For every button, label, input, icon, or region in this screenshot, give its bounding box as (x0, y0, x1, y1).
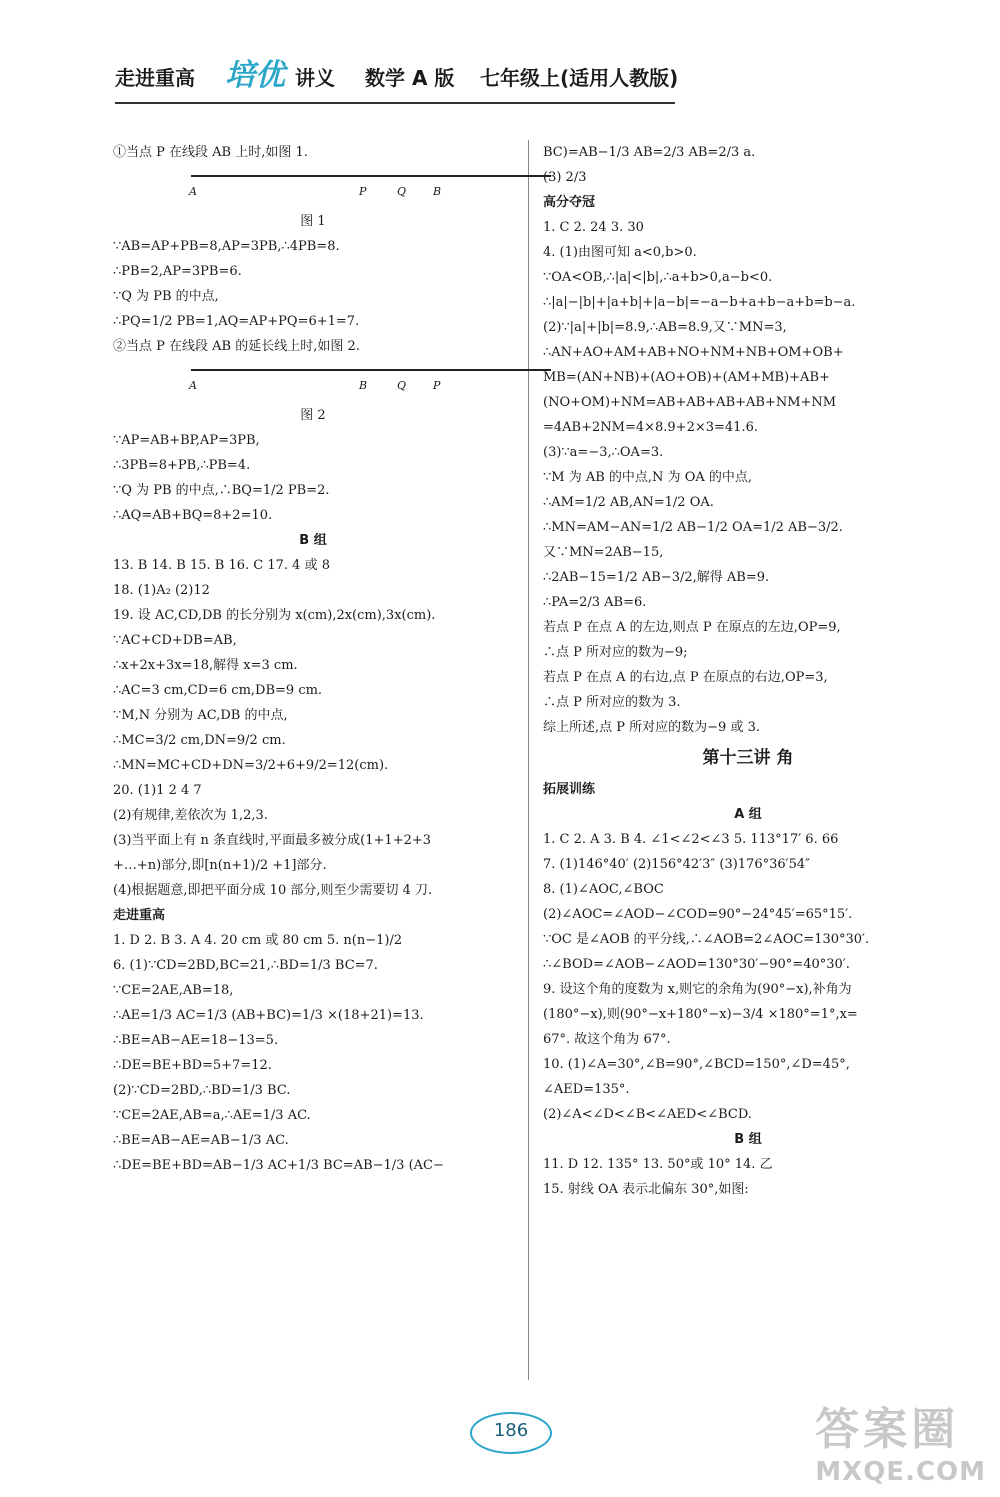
left-column (113, 140, 513, 1178)
text-line: ∵Q 为 PB 的中点,∴BQ=1/2 PB=2. (113, 483, 330, 498)
text-line: ∴MN=MC+CD+DN=3/2+6+9/2=12(cm). (113, 758, 389, 773)
text-line: 若点 P 在点 A 的左边,则点 P 在原点的左边,OP=9, (543, 620, 841, 635)
text-line: ∴AM=1/2 AB,AN=1/2 OA. (543, 495, 714, 510)
text-line: (2)∠AOC=∠AOD−∠COD=90°−24°45′=65°15′. (543, 907, 853, 922)
text-line: ∵CE=2AE,AB=a,∴AE=1/3 AC. (113, 1108, 311, 1123)
header-grade: 七年级上(适用人教版) (480, 66, 679, 90)
text-line: 7. (1)146°40′ (2)156°42′3″ (3)176°36′54″ (543, 857, 810, 872)
page-number: 186 (493, 1420, 529, 1441)
text-line: (3)当平面上有 n 条直线时,平面最多被分成(1+1+2+3 (113, 833, 432, 848)
text-line: (3) 2/3 (543, 170, 587, 185)
text-line: ∴3PB=8+PB,∴PB=4. (113, 458, 251, 473)
header-logo: 培优 (225, 58, 285, 93)
text-line: (4)根据题意,即把平面分成 10 部分,则至少需要切 4 刀. (113, 883, 433, 898)
lesson-title: 第十三讲 角 (702, 748, 794, 768)
segment-line (191, 369, 551, 371)
text-line: ∴PA=2/3 AB=6. (543, 595, 647, 610)
text-line: 若点 P 在点 A 的右边,点 P 在原点的右边,OP=3, (543, 670, 828, 685)
point-label: B (433, 185, 442, 198)
text-line: (2)∠A<∠D<∠B<∠AED<∠BCD. (543, 1107, 752, 1122)
text-line: (2)∵CD=2BD,∴BD=1/3 BC. (113, 1083, 291, 1098)
text-line: ∵CE=2AE,AB=18, (113, 983, 234, 998)
text-line: (180°−x),则(90°−x+180°−x)−3/4 ×180°=1°,x= (543, 1007, 858, 1022)
text-line: 9. 设这个角的度数为 x,则它的余角为(90°−x),补角为 (543, 982, 852, 997)
text-line: 综上所述,点 P 所对应的数为−9 或 3. (543, 720, 760, 735)
text-line: ∴MC=3/2 cm,DN=9/2 cm. (113, 733, 286, 748)
right-column (543, 140, 953, 1202)
text-line: 10. (1)∠A=30°,∠B=90°,∠BCD=150°,∠D=45°, (543, 1057, 850, 1072)
text-line: ∵OC 是∠AOB 的平分线,∴∠AOB=2∠AOC=130°30′. (543, 932, 870, 947)
text-line: 8. (1)∠AOC,∠BOC (543, 882, 664, 897)
text-line: +…+n)部分,即[n(n+1)/2 +1]部分. (113, 858, 327, 873)
text-line: 又∵MN=2AB−15, (543, 545, 664, 560)
text-line: ∴AQ=AB+BQ=8+2=10. (113, 508, 273, 523)
text-line: 15. 射线 OA 表示北偏东 30°,如图: (543, 1182, 749, 1197)
text-line: 19. 设 AC,CD,DB 的长分别为 x(cm),2x(cm),3x(cm). (113, 608, 436, 623)
figure-2 (113, 359, 513, 403)
section-heading: 走进重高 (113, 908, 166, 923)
watermark-url: MXQE.COM (815, 1457, 986, 1487)
text-line: ∴DE=BE+BD=AB−1/3 AC+1/3 BC=AB−1/3 (AC− (113, 1158, 444, 1173)
watermark (815, 1393, 986, 1487)
text-line: ∴点 P 所对应的数为 3. (543, 695, 681, 710)
text-line: ①当点 P 在线段 AB 上时,如图 1. (113, 145, 308, 160)
point-label: A (189, 379, 197, 392)
page-number-badge (470, 1410, 570, 1454)
text-line: 1. D 2. B 3. A 4. 20 cm 或 80 cm 5. n(n−1)/2 (113, 933, 403, 948)
text-line: 67°. 故这个角为 67°. (543, 1032, 671, 1047)
text-line: 1. C 2. A 3. B 4. ∠1<∠2<∠3 5. 113°17′ 6. 66 (543, 832, 839, 847)
text-line: ∴AE=1/3 AC=1/3 (AB+BC)=1/3 ×(18+21)=13. (113, 1008, 424, 1023)
text-line: ∴AC=3 cm,CD=6 cm,DB=9 cm. (113, 683, 323, 698)
header-title-part2: 讲义 (295, 66, 335, 90)
text-line: (2)∵|a|+|b|=8.9,∴AB=8.9,又∵MN=3, (543, 320, 787, 335)
text-line: ∵OA<OB,∴|a|<|b|,∴a+b>0,a−b<0. (543, 270, 773, 285)
text-line: ∵AC+CD+DB=AB, (113, 633, 237, 648)
point-label: B (359, 379, 368, 392)
text-line: 4. (1)由图可知 a<0,b>0. (543, 245, 697, 260)
text-line: (2)有规律,差依次为 1,2,3. (113, 808, 268, 823)
text-line: ∴PQ=1/2 PB=1,AQ=AP+PQ=6+1=7. (113, 314, 360, 329)
figure-caption: 图 1 (300, 214, 326, 229)
text-line: ∴x+2x+3x=18,解得 x=3 cm. (113, 658, 298, 673)
section-heading: A 组 (734, 807, 762, 822)
point-label: P (433, 379, 441, 392)
text-line: ∵AP=AB+BP,AP=3PB, (113, 433, 260, 448)
text-line: ∴BE=AB−AE=18−13=5. (113, 1033, 279, 1048)
text-line: ∴AN+AO+AM+AB+NO+NM+NB+OM+OB+ (543, 345, 844, 360)
point-label: A (189, 185, 197, 198)
text-line: ∴MN=AM−AN=1/2 AB−1/2 OA=1/2 AB−3/2. (543, 520, 843, 535)
text-line: ∵AB=AP+PB=8,AP=3PB,∴4PB=8. (113, 239, 340, 254)
section-heading: 拓展训练 (543, 782, 596, 797)
text-line: ∴|a|−|b|+|a+b|+|a−b|=−a−b+a+b−a+b=b−a. (543, 295, 856, 310)
column-divider (528, 140, 529, 1380)
text-line: ∵Q 为 PB 的中点, (113, 289, 219, 304)
text-line: ∴BE=AB−AE=AB−1/3 AC. (113, 1133, 289, 1148)
header-title-part1: 走进重高 (115, 66, 195, 90)
section-heading: B 组 (299, 533, 327, 548)
figure-1 (113, 165, 513, 209)
text-line: ∴DE=BE+BD=5+7=12. (113, 1058, 272, 1073)
text-line: (3)∵a=−3,∴OA=3. (543, 445, 664, 460)
text-line: ∴2AB−15=1/2 AB−3/2,解得 AB=9. (543, 570, 770, 585)
text-line: ②当点 P 在线段 AB 的延长线上时,如图 2. (113, 339, 360, 354)
point-label: Q (397, 379, 407, 392)
text-line: BC)=AB−1/3 AB=2/3 AB=2/3 a. (543, 145, 756, 160)
text-line: 6. (1)∵CD=2BD,BC=21,∴BD=1/3 BC=7. (113, 958, 378, 973)
header-rule (115, 102, 675, 104)
segment-line (191, 175, 551, 177)
text-line: ∴∠BOD=∠AOB−∠AOD=130°30′−90°=40°30′. (543, 957, 850, 972)
text-line: 20. (1)1 2 4 7 (113, 783, 202, 798)
section-heading: B 组 (734, 1132, 762, 1147)
text-line: ∵M 为 AB 的中点,N 为 OA 的中点, (543, 470, 753, 485)
point-label: Q (397, 185, 407, 198)
text-line: ∵M,N 分别为 AC,DB 的中点, (113, 708, 288, 723)
text-line: ∴PB=2,AP=3PB=6. (113, 264, 242, 279)
watermark-text: 答案圈 (815, 1404, 960, 1455)
text-line: (NO+OM)+NM=AB+AB+AB+AB+NM+NM (543, 395, 837, 410)
point-label: P (359, 185, 367, 198)
figure-caption: 图 2 (300, 408, 326, 423)
text-line: MB=(AN+NB)+(AO+OB)+(AM+MB)+AB+ (543, 370, 830, 385)
text-line: =4AB+2NM=4×8.9+2×3=41.6. (543, 420, 758, 435)
header-subject: 数学 A 版 (365, 66, 455, 90)
text-line: ∠AED=135°. (543, 1082, 630, 1097)
section-heading: 高分夺冠 (543, 195, 596, 210)
text-line: ∴点 P 所对应的数为−9; (543, 645, 688, 660)
text-line: 1. C 2. 24 3. 30 (543, 220, 644, 235)
text-line: 13. B 14. B 15. B 16. C 17. 4 或 8 (113, 558, 330, 573)
text-line: 11. D 12. 135° 13. 50°或 10° 14. 乙 (543, 1157, 773, 1172)
text-line: 18. (1)A₂ (2)12 (113, 583, 210, 598)
